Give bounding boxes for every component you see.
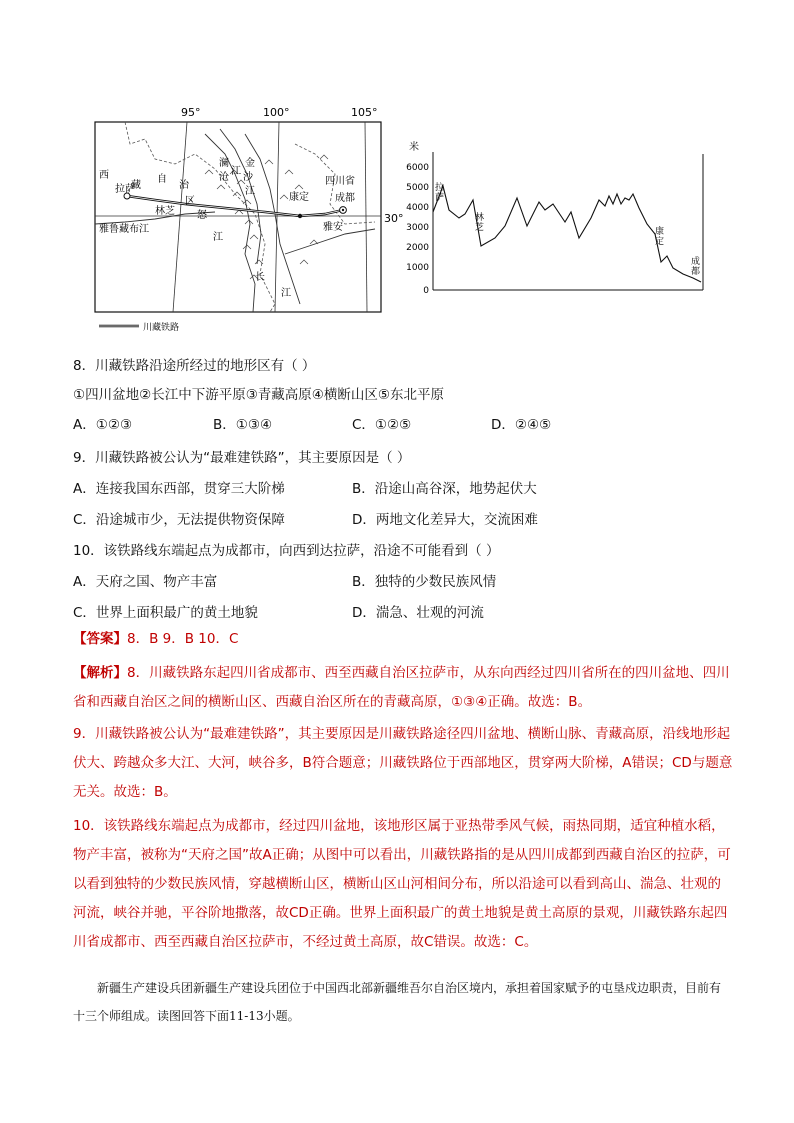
q8-option-d[interactable]: D．②④⑤ <box>491 417 552 433</box>
q8-option-a[interactable]: A．①②③ <box>73 417 133 433</box>
place-label: 四川省 <box>325 176 355 187</box>
q9-option-c[interactable]: C．沿途城市少，无法提供物资保障 <box>73 512 285 528</box>
place-label: 康定 <box>289 192 309 203</box>
profile-unit: 米 <box>409 142 419 153</box>
q8-option-b[interactable]: B．①③④ <box>213 417 273 433</box>
q10-option-d[interactable]: D．湍急、壮观的河流 <box>352 605 484 621</box>
place-label: 江 <box>231 166 241 177</box>
lat-label-30: 30° <box>384 212 404 225</box>
profile-label-lhasa: 拉萨 <box>435 183 445 203</box>
q8-stem: 8．川藏铁路沿途所经过的地形区有（ ） <box>73 358 316 374</box>
kangding-point <box>298 214 302 218</box>
y-tick: 6000 <box>406 163 429 173</box>
analysis-8-text: 8．川藏铁路东起四川省成都市、西至西藏自治区拉萨市，从东向西经过四川省所在的四川盆地、四川省和西藏自治区之间的横断山区、西藏自治区所在的青藏高原，①③④正确。故选：B。 <box>73 665 730 710</box>
q9-option-a[interactable]: A．连接我国东西部，贯穿三大阶梯 <box>73 481 285 497</box>
place-label: 长 <box>255 272 265 283</box>
place-label: 江 <box>281 288 291 299</box>
map-frame <box>95 122 381 312</box>
analysis-9: 9．川藏铁路被公认为“最难建铁路”，其主要原因是川藏铁路途径四川盆地、横断山脉、青藏高原，沿线地形起伏大、跨越众多大江、大河，峡谷多，B符合题意；川藏铁路位于西部地区，贯穿两大阶梯，A错误；CD与题意无关。故选：B。 <box>73 726 733 800</box>
next-section-intro: 新疆生产建设兵团新疆生产建设兵团位于中国西北部新疆维吾尔自治区境内，承担着国家赋予的屯垦戍边职责，目前有十三个师组成。读图回答下面11-13小题。 <box>73 981 722 1023</box>
lon-label-105: 105° <box>351 106 378 119</box>
place-label: 沧 <box>219 172 229 183</box>
answer-line <box>73 625 733 654</box>
answer-tag: 【答案】 <box>73 631 127 647</box>
place-label: 金 <box>245 158 255 169</box>
profile-label-kangding: 康定 <box>655 227 665 247</box>
q8-items: ①四川盆地②长江中下游平原③青藏高原④横断山区⑤东北平原 <box>73 387 445 403</box>
q10-option-a[interactable]: A．天府之国、物产丰富 <box>73 574 218 590</box>
legend-label: 川藏铁路 <box>143 323 180 333</box>
place-label: 江 <box>213 232 223 243</box>
profile-label-chengdu: 成都 <box>691 257 701 277</box>
analysis-8 <box>73 659 733 717</box>
figure-area <box>85 104 715 336</box>
place-label: 西 <box>99 170 109 181</box>
analysis-10: 10．该铁路线东端起点为成都市，经过四川盆地，该地形区属于亚热带季风气候，雨热同期，适宜种植水稻，物产丰富，被称为“天府之国”故A正确；从图中可以看出，川藏铁路指的是从四川成都到西藏自治区的拉萨，可以看到独特的少数民族风情，穿越横断山区，横断山区山河相间分布，所以沿途可以看到高山、湍急、壮观的河流，峡谷并驰，平谷阶地撒落，故CD正确。世界上面积最广的黄土地貌是黄土高原的景观，川藏铁路东起四川省成都市、西至西藏自治区拉萨市，不经过黄土高原，故C错误。故选：C。 <box>73 818 731 950</box>
y-tick: 2000 <box>406 243 429 253</box>
q8-option-c[interactable]: C．①②⑤ <box>352 417 412 433</box>
place-label: 藏 <box>131 180 141 191</box>
place-label: 拉萨 <box>115 184 135 195</box>
place-label: 治 <box>179 180 189 191</box>
place-label: 成都 <box>335 193 355 204</box>
q10-option-c[interactable]: C．世界上面积最广的黄土地貌 <box>73 605 258 621</box>
lon-label-95: 95° <box>181 106 201 119</box>
y-tick: 3000 <box>406 223 429 233</box>
q9-option-b[interactable]: B．沿途山高谷深，地势起伏大 <box>352 481 537 497</box>
y-tick: 5000 <box>406 183 429 193</box>
sichuan-tibet-railway-map <box>85 104 404 336</box>
lon-label-100: 100° <box>263 106 290 119</box>
place-label: 澜 <box>219 158 229 169</box>
y-tick: 1000 <box>406 263 429 273</box>
elevation-profile <box>403 138 715 298</box>
analysis-tag: 【解析】 <box>73 665 127 681</box>
answer-text: 8．B 9．B 10．C <box>127 631 239 647</box>
profile-label-nyingchi: 林芝 <box>475 213 485 233</box>
y-tick: 0 <box>423 286 429 296</box>
q10-option-b[interactable]: B．独特的少数民族风情 <box>352 574 497 590</box>
place-label: 区 <box>185 196 195 207</box>
place-label: 林芝 <box>155 206 175 217</box>
place-label: 雅鲁藏布江 <box>99 224 149 235</box>
place-label: 自 <box>157 174 167 185</box>
place-label: 沙 <box>243 172 253 183</box>
q9-stem: 9．川藏铁路被公认为“最难建铁路”，其主要原因是（ ） <box>73 450 411 466</box>
q10-stem: 10．该铁路线东端起点为成都市，向西到达拉萨，沿途不可能看到（ ） <box>73 543 500 559</box>
place-label: 怒 <box>197 210 207 221</box>
place-label: 雅安 <box>323 222 343 233</box>
place-label: 江 <box>245 186 255 197</box>
q9-option-d[interactable]: D．两地文化差异大，交流困难 <box>352 512 538 528</box>
y-tick: 4000 <box>406 203 429 213</box>
